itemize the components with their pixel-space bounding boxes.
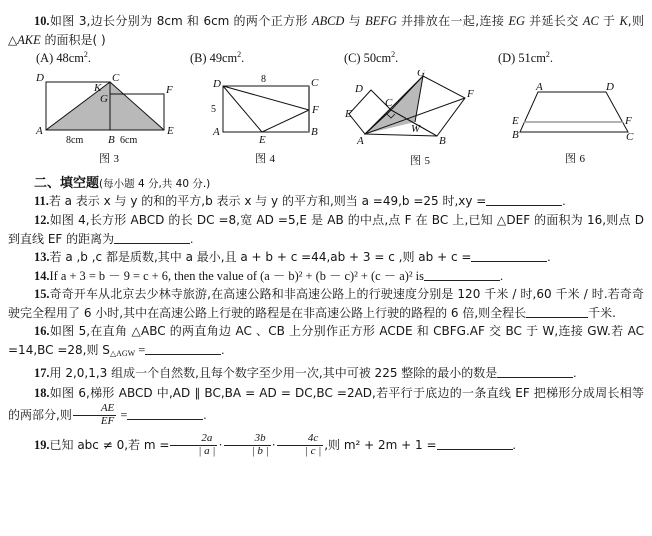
question-19-text-post: ,则 m² + 2m + 1 = — [324, 438, 437, 452]
question-15 — [0, 285, 652, 322]
choice-c[interactable] — [344, 50, 498, 66]
label-F: F — [467, 88, 474, 101]
question-10-text-5: 于 — [598, 14, 620, 28]
rectangle-abcd — [223, 86, 309, 132]
label-E: E — [512, 115, 519, 128]
choice-c-value: 50cm — [363, 51, 392, 66]
trapezoid-abcd — [520, 92, 628, 132]
label-D: D — [36, 72, 44, 85]
question-16-equals: = — [135, 343, 146, 358]
question-16-tail: . — [221, 343, 225, 358]
question-16-answer-blank[interactable] — [145, 343, 221, 355]
choice-c-tag: (C) — [344, 51, 361, 66]
question-12-answer-blank[interactable] — [114, 232, 190, 244]
question-19-dot-2: · — [271, 438, 276, 452]
question-12 — [0, 211, 652, 248]
choice-a-exp: 2 — [83, 50, 88, 60]
label-W: W — [411, 123, 421, 136]
choice-a-value: 48cm — [56, 51, 84, 66]
question-19-dot-1: · — [218, 438, 223, 452]
question-10-number: 10. — [34, 14, 50, 28]
question-14 — [0, 267, 652, 286]
label-E: E — [259, 134, 266, 145]
label-C: C — [311, 77, 319, 90]
question-16-text: 如图 5,在直角 △ABC 的两直角边 AC 、CB 上分别作正方形 ACDE 和 CBFG.AF 交 BC 于 W,连接 GW.若 AC =14,BC =28,则 S — [8, 324, 644, 358]
question-19-fraction-1-denominator: | a | — [198, 444, 216, 457]
figure-5-caption-num: 5 — [424, 155, 430, 168]
choice-d-exp: 2 — [545, 50, 550, 60]
shaded-triangle-ake — [46, 82, 164, 130]
figure-5-caption-cn: 图 — [410, 154, 421, 168]
question-17-answer-blank[interactable] — [497, 366, 573, 378]
question-17 — [0, 364, 652, 383]
question-11 — [0, 192, 652, 211]
label-F: F — [312, 104, 319, 117]
question-13-number: 13. — [34, 250, 50, 265]
question-18-number: 18. — [34, 386, 50, 401]
figure-6-caption-cn: 图 — [565, 152, 576, 166]
label-A: A — [36, 125, 43, 138]
figure-3-drawing — [34, 72, 184, 144]
choice-b-tag: (B) — [190, 51, 207, 66]
choice-d-tag: (D) — [498, 51, 516, 66]
figure-5-caption — [345, 152, 495, 168]
question-11-answer-blank[interactable] — [486, 194, 562, 206]
label-B: B — [512, 129, 519, 142]
section-subtitle: (每小题 4 分,共 40 分.) — [99, 178, 211, 191]
question-14-answer-blank[interactable] — [424, 269, 500, 281]
label-C: C — [112, 72, 120, 85]
label-B: B — [108, 134, 115, 145]
question-18-text: 如图 6,梯形 ABCD 中,AD ∥ BC,BA = AD = DC,BC =2AD,若平行于底边的一条直线 EF 把梯形分成周长相等的两部分,则 — [8, 386, 644, 423]
label-D: D — [606, 81, 614, 94]
question-18-answer-blank[interactable] — [127, 408, 203, 420]
question-12-tail: . — [190, 231, 194, 246]
question-10-label-ac: AC — [582, 14, 599, 28]
figure-4-caption-num: 4 — [269, 153, 275, 166]
figure-5 — [345, 70, 495, 168]
choice-d-tail: . — [549, 51, 553, 66]
question-19-fraction-2-numerator: 3b — [224, 433, 271, 446]
figure-5-drawing — [345, 70, 495, 146]
section-heading-fill-in-blank — [0, 172, 652, 191]
dim-6cm: 6cm — [120, 135, 138, 145]
question-10-text-3: 并排放在一起,连接 — [396, 14, 509, 28]
choice-c-tail: . — [395, 51, 399, 66]
question-15-tail: 千米. — [588, 305, 616, 320]
label-B: B — [311, 126, 318, 139]
question-19-fraction-2-denominator: | b | — [251, 444, 269, 457]
choice-a-tail: . — [87, 51, 91, 66]
dim-8: 8 — [261, 74, 266, 86]
question-14-text: If a + 3 = b － 9 = c + 6, then the value of (a － b)² + (b － c)² + (c － a)² is — [49, 268, 424, 283]
question-12-text: 如图 4,长方形 ABCD 的长 DC =8,宽 AD =5,E 是 AB 的中点,点 F 在 BC 上,已知 △DEF 的面积为 16,则点 D 到直线 EF 的距离为 — [8, 212, 644, 246]
label-G: G — [100, 93, 108, 106]
dim-8cm: 8cm — [66, 135, 84, 145]
question-18-fraction-numerator: AE — [73, 403, 116, 416]
question-16-number: 16. — [34, 324, 50, 339]
choice-b-value: 49cm — [209, 51, 238, 66]
figures-strip — [0, 70, 652, 168]
question-10-label-abcd: ABCD — [312, 14, 345, 28]
question-17-tail: . — [573, 365, 577, 380]
question-19-answer-blank[interactable] — [437, 438, 513, 450]
question-11-text: 若 a 表示 x 与 y 的和的平方,b 表示 x 与 y 的平方和,则当 a =49,b =25 时,xy = — [48, 194, 487, 209]
question-19-fraction-2 — [224, 433, 271, 458]
label-E: E — [167, 125, 174, 138]
question-13-answer-blank[interactable] — [471, 250, 547, 262]
choice-d[interactable] — [498, 50, 652, 66]
figure-4-drawing — [205, 74, 325, 144]
label-F: F — [166, 84, 173, 97]
question-11-tail: . — [562, 194, 566, 209]
segment-df — [223, 86, 309, 110]
question-19-tail: . — [512, 438, 516, 452]
question-10-text-1: 如图 3,边长分别为 8cm 和 6cm 的两个正方形 — [49, 14, 313, 28]
question-13 — [0, 248, 652, 267]
question-15-text: 奇奇开车从北京去少林寺旅游,在高速公路和非高速公路上的行驶速度分别是 120 千米 / 时,60 千米 / 时.若奇奇驶完全程用了 6 小时,其中在高速公路上行驶的路程是在非高速公路上行驶的路程的 6 倍,则全程长 — [8, 287, 644, 320]
choice-a-tag: (A) — [36, 51, 54, 66]
question-19 — [0, 433, 652, 459]
label-E: E — [345, 108, 352, 121]
figure-6-caption-num: 6 — [579, 153, 585, 166]
question-12-number: 12. — [34, 212, 50, 227]
question-18 — [0, 382, 652, 429]
question-13-tail: . — [547, 250, 551, 265]
question-18-fraction-denominator: EF — [100, 415, 115, 428]
figure-6-drawing — [510, 80, 640, 144]
question-14-number: 14. — [34, 268, 50, 283]
question-19-fraction-3-denominator: | c | — [304, 444, 322, 457]
question-14-tail: . — [499, 268, 504, 283]
figure-3-caption-num: 3 — [113, 153, 119, 166]
question-17-number: 17. — [34, 365, 50, 380]
dim-5: 5 — [211, 104, 216, 116]
label-B: B — [439, 135, 446, 147]
question-11-number: 11. — [34, 194, 49, 209]
choice-a[interactable] — [36, 50, 190, 66]
figure-3-caption — [34, 150, 184, 166]
question-10-text-6: ,则 △ — [8, 14, 644, 47]
figure-3 — [34, 72, 184, 166]
question-19-fraction-1 — [170, 433, 217, 458]
label-A: A — [357, 135, 364, 147]
label-A: A — [536, 81, 543, 94]
question-13-text: 若 a ,b ,c 都是质数,其中 a 最小,且 a + b + c =44,ab + 3 = c ,则 ab + c = — [49, 250, 472, 265]
question-19-fraction-1-numerator: 2a — [170, 433, 217, 446]
question-17-text: 用 2,0,1,3 组成一个自然数,且每个数字至少用一次,其中可被 225 整除的最小的数是 — [49, 365, 498, 380]
question-10-label-ake: AKE — [17, 32, 41, 47]
segment-ef — [262, 110, 309, 132]
label-D: D — [355, 83, 363, 96]
question-16-subscript: △AGW — [109, 349, 136, 359]
question-18-fraction — [73, 403, 116, 428]
label-K: K — [94, 82, 102, 95]
label-C: C — [626, 131, 634, 144]
choice-b-tail: . — [241, 51, 245, 66]
question-19-text-pre: 已知 abc ≠ 0,若 m = — [49, 438, 170, 452]
question-18-equals: = — [117, 408, 128, 423]
question-10-label-eg: EG — [508, 14, 525, 28]
figure-6 — [510, 80, 640, 166]
question-10-text-4: 并延长交 — [524, 14, 583, 28]
question-16 — [0, 322, 652, 363]
question-10-label-befg: BEFG — [365, 14, 397, 28]
question-19-fraction-3-numerator: 4c — [277, 433, 323, 446]
label-F: F — [625, 115, 632, 128]
label-G: G — [417, 70, 425, 80]
question-15-number: 15. — [34, 287, 50, 302]
question-10-choices — [0, 50, 652, 66]
section-title: 二、填空题 — [34, 176, 100, 192]
figure-4 — [205, 74, 325, 166]
choice-d-value: 51cm — [518, 51, 546, 66]
question-19-number: 19. — [34, 438, 50, 452]
question-18-tail: . — [203, 408, 207, 423]
question-10 — [0, 0, 652, 49]
figure-4-caption-cn: 图 — [255, 152, 266, 166]
question-19-fraction-3 — [277, 433, 323, 458]
question-10-text-2: 与 — [344, 14, 366, 28]
figure-3-caption-cn: 图 — [99, 152, 110, 166]
choice-b[interactable] — [190, 50, 344, 66]
choice-b-exp: 2 — [237, 50, 242, 60]
question-15-answer-blank[interactable] — [526, 306, 588, 318]
figure-6-caption — [510, 150, 640, 166]
label-C: C — [385, 97, 393, 110]
question-10-label-k: K — [619, 14, 628, 28]
figure-4-caption — [205, 150, 325, 166]
label-A: A — [213, 126, 220, 139]
choice-c-exp: 2 — [391, 50, 396, 60]
label-D: D — [213, 78, 221, 91]
segment-de — [223, 86, 262, 132]
question-10-text-7: 的面积是( ) — [40, 32, 106, 47]
